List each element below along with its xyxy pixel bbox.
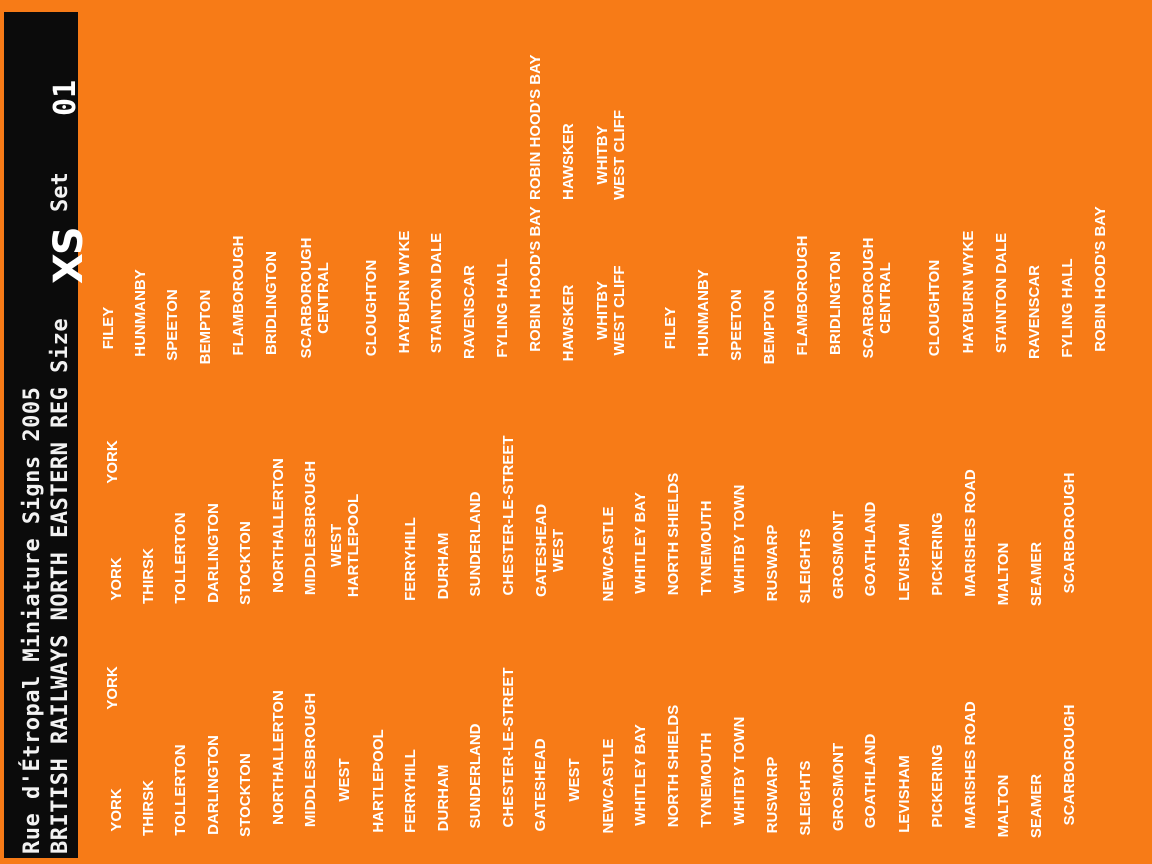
sign-line: FYLING HALL: [494, 258, 511, 358]
sign-line: WHITLEY BAY: [632, 492, 649, 594]
station-sign: [140, 776, 157, 840]
sign-line: ROBIN HOOD'S BAY: [527, 54, 544, 200]
station-sign: [205, 498, 222, 608]
station-sign: [962, 690, 979, 840]
station-sign: [467, 480, 484, 608]
sign-line: SCARBOROUGH: [1061, 472, 1078, 594]
station-sign: [995, 540, 1012, 608]
header-title: Rue d'Étropal Miniature Signs 2005: [20, 386, 45, 854]
station-sign: [298, 228, 332, 368]
sign-line: RAVENSCAR: [461, 265, 478, 359]
sign-line: CHESTER-LE-STREET: [500, 435, 517, 596]
station-sign: [764, 750, 781, 840]
station-sign: [896, 516, 913, 608]
sign-line: HAWSKER: [560, 123, 577, 200]
sign-line: BRIDLINGTON: [263, 251, 280, 355]
sign-line: PICKERING: [929, 512, 946, 596]
sign-line: STAINTON DALE: [993, 232, 1010, 354]
station-sign: [862, 490, 879, 608]
sign-line: MARISHES ROAD: [962, 701, 979, 829]
sign-line: YORK: [108, 788, 125, 832]
sign-line: RAVENSCAR: [1026, 265, 1043, 359]
sign-line: ROBIN HOOD'S BAY: [1092, 206, 1109, 352]
station-sign: [100, 288, 117, 368]
sign-line: PICKERING: [929, 744, 946, 828]
station-sign: [960, 216, 977, 368]
sign-line: SUNDERLAND: [467, 491, 484, 597]
sign-line: SEAMER: [1028, 541, 1045, 607]
sign-line: SUNDERLAND: [467, 723, 484, 829]
sign-line: SPEETON: [728, 289, 745, 361]
sign-line: FYLING HALL: [1059, 258, 1076, 358]
sign-line: CLOUGHTON: [926, 259, 943, 357]
station-sign: [435, 756, 452, 840]
sign-line: CENTRAL: [315, 262, 332, 334]
station-sign: [896, 748, 913, 840]
sign-line: NORTH SHIELDS: [665, 472, 682, 596]
station-sign: [302, 448, 319, 608]
station-sign: [402, 742, 419, 840]
sign-line: WEST: [566, 758, 583, 802]
sign-line: GATESHEAD: [533, 503, 550, 598]
sign-line: BRIDLINGTON: [827, 251, 844, 355]
station-sign: [731, 702, 748, 840]
station-sign: [363, 248, 380, 368]
station-sign: [860, 228, 894, 368]
station-sign: [197, 286, 214, 368]
sign-line: HARTLEPOOL: [370, 729, 387, 833]
size-value: XS: [46, 228, 92, 284]
station-sign: [794, 223, 811, 368]
sign-line: GOATHLAND: [862, 501, 879, 597]
sign-line: THIRSK: [140, 780, 157, 836]
sign-line: HUNMANBY: [695, 269, 712, 357]
header-subtitle: BRITISH RAILWAYS NORTH EASTERN REG Size: [48, 317, 73, 854]
sign-line: BEMPTON: [197, 289, 214, 365]
sign-line: SCARBOROUGH: [298, 237, 315, 359]
station-sign: [1059, 248, 1076, 368]
sign-line: ROBIN HOOD'S BAY: [527, 206, 544, 352]
sign-line: DARLINGTON: [205, 735, 222, 835]
sign-line: NORTHALLERTON: [270, 458, 287, 593]
sign-line: FLAMBOROUGH: [230, 235, 247, 356]
sign-line: NEWCASTLE: [600, 506, 617, 602]
station-sign: [698, 720, 715, 840]
station-sign: [461, 256, 478, 368]
sign-line: TYNEMOUTH: [698, 500, 715, 596]
station-sign: [1028, 772, 1045, 840]
sign-line: LEVISHAM: [896, 523, 913, 601]
station-sign: [172, 508, 189, 608]
sign-line: WEST CLIFF: [611, 265, 628, 356]
station-sign: [560, 278, 577, 368]
station-sign: [827, 238, 844, 368]
station-sign: [632, 710, 649, 840]
station-sign: [428, 218, 445, 368]
sign-line: HAYBURN WYKE: [960, 230, 977, 354]
sign-line: FILEY: [662, 306, 679, 350]
sign-line: STOCKTON: [237, 521, 254, 605]
station-sign: [665, 692, 682, 840]
station-sign: [527, 54, 544, 200]
station-sign: [862, 722, 879, 840]
station-sign: [695, 258, 712, 368]
station-sign: [1026, 256, 1043, 368]
station-sign: [104, 438, 121, 486]
station-sign: [104, 664, 121, 712]
sign-line: SPEETON: [164, 289, 181, 361]
station-sign: [494, 248, 511, 368]
station-sign: [797, 756, 814, 840]
sign-line: NEWCASTLE: [600, 738, 617, 834]
sign-line: CLOUGHTON: [363, 259, 380, 357]
station-sign: [302, 680, 319, 840]
sign-line: GOATHLAND: [862, 733, 879, 829]
station-sign: [172, 740, 189, 840]
station-sign: [402, 510, 419, 608]
station-sign: [993, 218, 1010, 368]
set-label: Set: [48, 172, 73, 212]
station-sign: [500, 655, 517, 840]
sign-line: SLEIGHTS: [797, 760, 814, 836]
station-sign: [396, 216, 413, 368]
station-sign: [1028, 540, 1045, 608]
station-sign: [761, 286, 778, 368]
sign-line: SCARBOROUGH: [860, 237, 877, 359]
station-sign: [632, 478, 649, 608]
sign-line: NORTH SHIELDS: [665, 704, 682, 828]
station-sign: [962, 458, 979, 608]
sign-line: DARLINGTON: [205, 503, 222, 603]
station-sign: [532, 730, 549, 840]
sign-line: WHITBY: [594, 280, 611, 341]
sign-line: WHITBY TOWN: [731, 716, 748, 826]
station-sign: [435, 524, 452, 608]
sign-line: FILEY: [100, 306, 117, 350]
station-sign: [237, 518, 254, 608]
sign-line: CENTRAL: [877, 262, 894, 334]
station-sign: [600, 500, 617, 608]
sign-line: WEST: [328, 523, 345, 568]
station-sign: [205, 730, 222, 840]
set-number: 01: [48, 79, 83, 116]
sign-line: DURHAM: [435, 764, 452, 832]
sign-line: WHITBY: [594, 125, 611, 185]
station-sign: [370, 722, 387, 840]
station-sign: [270, 443, 287, 608]
header-strip: [4, 12, 92, 858]
station-sign: [600, 732, 617, 840]
sign-line: TOLLERTON: [172, 744, 189, 836]
sign-line: RUSWARP: [764, 524, 781, 602]
sign-line: NORTHALLERTON: [270, 690, 287, 825]
sign-line: HUNMANBY: [132, 269, 149, 357]
sign-line: BEMPTON: [761, 289, 778, 365]
sign-line: HAWSKER: [560, 284, 577, 362]
station-sign: [140, 544, 157, 608]
station-sign: [566, 750, 583, 810]
sign-line: MARISHES ROAD: [962, 469, 979, 597]
sign-line: MALTON: [995, 542, 1012, 606]
sign-line: MALTON: [995, 774, 1012, 838]
station-sign: [237, 750, 254, 840]
sign-line: FERRYHILL: [402, 517, 419, 601]
station-sign: [797, 524, 814, 608]
station-sign: [1061, 690, 1078, 840]
sign-line: TYNEMOUTH: [698, 732, 715, 828]
station-sign: [926, 248, 943, 368]
station-sign: [230, 223, 247, 368]
station-sign: [108, 550, 125, 608]
station-sign: [995, 772, 1012, 840]
station-sign: [728, 282, 745, 368]
station-sign: [594, 110, 628, 200]
station-sign: [830, 734, 847, 840]
sign-line: FLAMBOROUGH: [794, 235, 811, 356]
sign-line: GROSMONT: [830, 742, 847, 832]
station-sign: [1092, 190, 1109, 368]
sign-line: HAYBURN WYKE: [396, 230, 413, 354]
station-sign: [527, 190, 544, 368]
sign-line: TOLLERTON: [172, 512, 189, 604]
station-sign: [500, 423, 517, 608]
station-sign: [263, 238, 280, 368]
sign-line: FERRYHILL: [402, 749, 419, 833]
station-sign: [132, 258, 149, 368]
station-sign: [1061, 458, 1078, 608]
station-sign: [665, 460, 682, 608]
sign-line: YORK: [104, 440, 121, 484]
sign-line: MIDDLESBROUGH: [302, 460, 319, 596]
station-sign: [764, 518, 781, 608]
station-sign: [731, 470, 748, 608]
station-sign: [270, 675, 287, 840]
station-sign: [929, 732, 946, 840]
sign-line: MIDDLESBROUGH: [302, 692, 319, 828]
station-sign: [662, 288, 679, 368]
sign-line: STAINTON DALE: [428, 232, 445, 354]
sign-line: WHITBY TOWN: [731, 484, 748, 594]
station-sign: [164, 282, 181, 368]
station-sign: [533, 493, 567, 608]
station-sign: [336, 750, 353, 810]
station-sign: [467, 712, 484, 840]
sign-line: RUSWARP: [764, 756, 781, 834]
sign-line: GROSMONT: [830, 510, 847, 600]
station-sign: [594, 253, 628, 368]
station-sign: [328, 483, 362, 608]
station-sign: [929, 500, 946, 608]
sign-line: SLEIGHTS: [797, 528, 814, 604]
station-sign: [108, 780, 125, 840]
sign-line: SEAMER: [1028, 773, 1045, 839]
station-sign: [830, 502, 847, 608]
sign-line: WEST CLIFF: [611, 110, 628, 200]
sign-line: WEST: [336, 758, 353, 802]
station-sign: [560, 123, 577, 200]
sign-line: THIRSK: [140, 548, 157, 604]
sign-line: DURHAM: [435, 532, 452, 600]
sign-line: GATESHEAD: [532, 738, 549, 832]
sign-line: HARTLEPOOL: [345, 493, 362, 598]
sign-line: STOCKTON: [237, 753, 254, 837]
sign-line: CHESTER-LE-STREET: [500, 667, 517, 828]
sign-line: LEVISHAM: [896, 755, 913, 833]
station-sign: [698, 488, 715, 608]
sign-line: YORK: [104, 666, 121, 710]
sign-line: YORK: [108, 557, 125, 601]
sign-line: WEST: [550, 528, 567, 573]
sign-line: WHITLEY BAY: [632, 724, 649, 826]
sign-line: SCARBOROUGH: [1061, 704, 1078, 826]
